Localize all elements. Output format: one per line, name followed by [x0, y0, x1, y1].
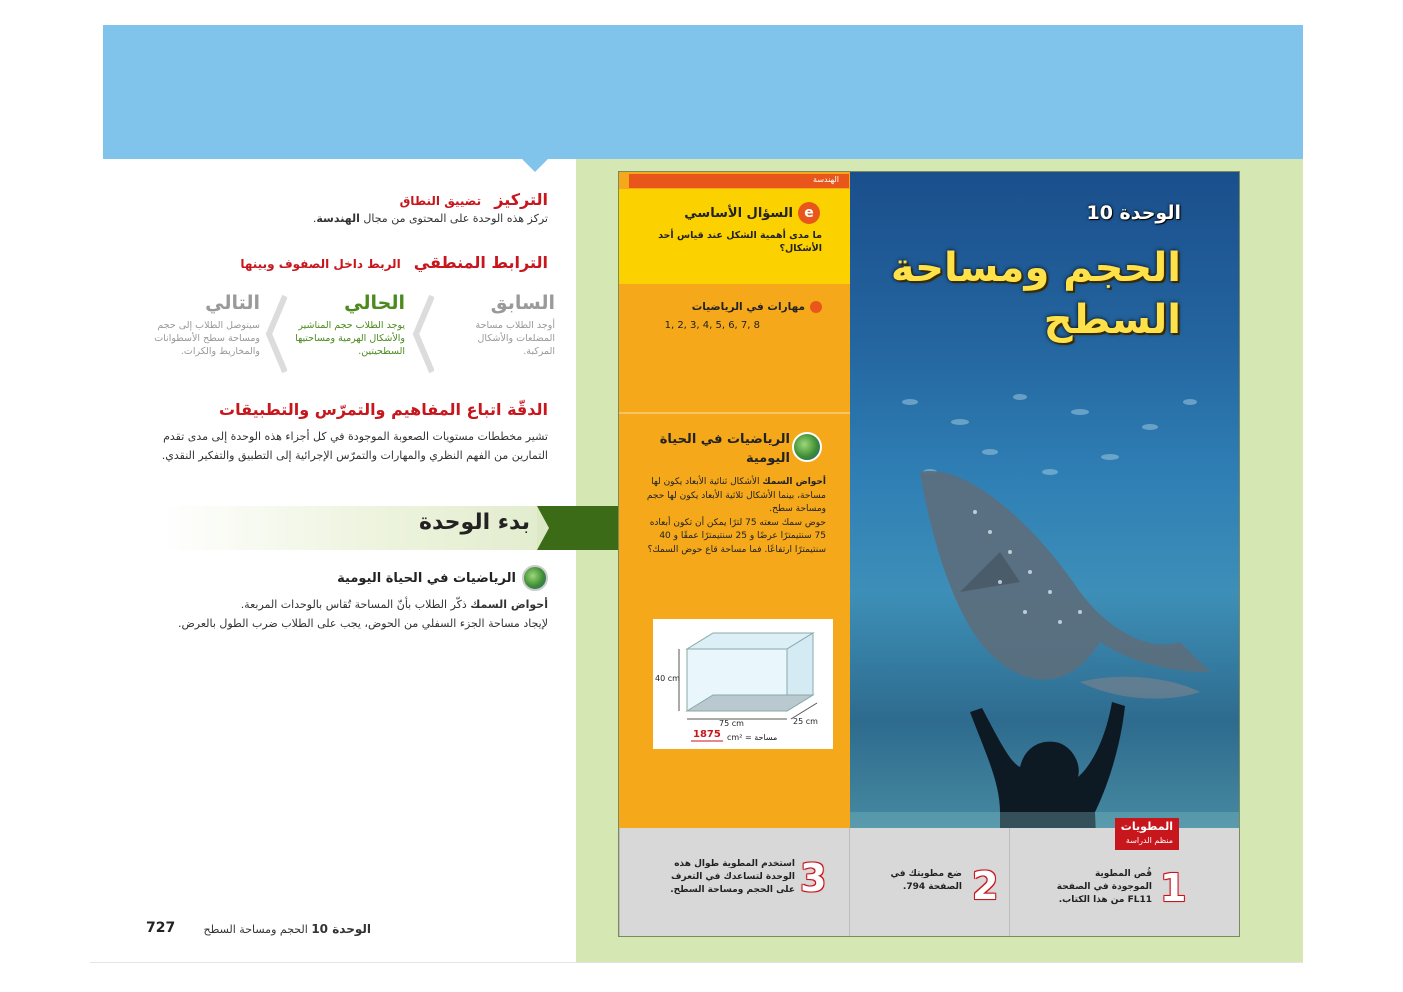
focus-subheading: تضييق النطاق	[399, 194, 482, 208]
fish-tank-diagram	[653, 619, 833, 749]
tank-answer: 1875	[693, 729, 721, 740]
student-page	[619, 172, 1239, 936]
student-real-world-title: الرياضيات في الحياة اليومية	[659, 432, 790, 466]
domain-tag-text: الهندسة	[813, 175, 839, 184]
globe-icon	[792, 432, 822, 462]
real-world-title-row	[138, 565, 548, 591]
next-text: سيتوصل الطلاب إلى حجم ومساحة سطح الأسطوانات والمخاريط والكرات.	[154, 320, 260, 357]
next-title: التالي	[205, 292, 260, 314]
orange-side-strip	[619, 172, 850, 828]
rigor-heading: الدقّة اتباع المفاهيم والتمرّس والتطبيقات	[218, 400, 548, 419]
step-1-text: قُص المطوية الموجودة في الصفحة FL11 من هذا الكتاب.	[1056, 869, 1152, 905]
coherence-subheading: الربط داخل الصفوف وبينها	[240, 257, 401, 271]
domain-tag	[629, 174, 849, 188]
strip-divider	[619, 412, 850, 414]
rigor-text: تشير مخططات مستويات الصعوبة الموجودة في كل أجزاء هذه الوحدة إلى مدى تقدم التمارين من الفهم النظري والمهارات والتمرّس الإجرائية إلى التطبيق والتفكير النقدي.	[161, 430, 548, 462]
student-rw-text2: حوض سمك سعته 75 لترًا يمكن أن تكون أبعاده 75 سنتيمترًا عرضًا و 25 سنتيمترًا عمقًا و 40 سنتيمترًا ارتفاعًا. فما مساحة قاع حوض السمك؟	[647, 517, 826, 555]
real-world-lead: أحواض السمك	[470, 598, 548, 611]
unit-label: الوحدة 10	[1086, 202, 1181, 224]
focus-heading: التركيز	[494, 190, 548, 209]
essential-question-title-row	[684, 202, 820, 224]
focus-text-post: .	[312, 212, 317, 225]
essential-question-icon: e	[798, 202, 820, 224]
foldables-badge-title: المطويات	[1120, 820, 1173, 833]
page-footer	[203, 922, 371, 936]
footer-unit: الوحدة 10	[311, 922, 371, 936]
tank-width-label: 25 cm	[793, 717, 818, 726]
math-practices-numbers: 1, 2, 3, 4, 5, 6, 7, 8	[664, 320, 760, 331]
top-blue-band	[103, 25, 1303, 159]
launch-tab	[537, 506, 620, 550]
step-3-text: استخدم المطوية طوال هذه الوحدة لتساعدك في التعرف على الحجم ومساحة السطح.	[670, 859, 795, 895]
focus-heading-row	[138, 190, 548, 209]
focus-text-bold: الهندسة	[316, 212, 360, 225]
progression-current	[295, 292, 405, 358]
step-2-number: 2	[972, 864, 999, 908]
footer-title: الحجم ومساحة السطح	[203, 923, 308, 936]
previous-text: أوجد الطلاب مساحة المضلعات والأشكال المركبة.	[475, 320, 555, 357]
real-world-text1: ذكّر الطلاب بأنّ المساحة تُقاس بالوحدات المربعة.	[240, 598, 471, 611]
student-rw-text1: الأشكال ثنائية الأبعاد يكون لها مساحة، بينما الأشكال ثلاثية الأبعاد يكون لها حجم ومساحة سطح.	[646, 477, 826, 514]
learning-progression	[150, 292, 555, 382]
foldables-strip	[619, 820, 1239, 936]
coherence-heading: الترابط المنطقي	[413, 253, 548, 272]
globe-icon	[522, 565, 548, 591]
unit-title: الحجم ومساحة السطح	[890, 245, 1181, 343]
essential-question-title: السؤال الأساسي	[684, 205, 793, 221]
real-world-text2: لإيجاد مساحة الجزء السفلي من الحوض، يجب على الطلاب ضرب الطول بالعرض.	[177, 617, 548, 630]
step-2-text: ضع مطويتك في الصفحة 794.	[890, 869, 962, 892]
step-1-number: 1	[1160, 866, 1187, 910]
foldable-step-3	[619, 828, 850, 936]
real-world-section	[138, 565, 548, 633]
tank-height-label: 40 cm	[655, 674, 680, 683]
chevron-left-icon	[412, 294, 434, 374]
practices-icon	[810, 301, 822, 313]
student-real-world-text	[636, 476, 826, 557]
student-rw-lead: أحواض السمك	[762, 477, 826, 487]
step-3-number: 3	[800, 856, 827, 900]
launch-title: بدء الوحدة	[418, 510, 530, 535]
progression-next	[150, 292, 260, 358]
real-world-text	[138, 595, 548, 633]
real-world-title: الرياضيات في الحياة اليومية	[337, 570, 516, 586]
foldables-badge-sub: منظم الدراسة	[1125, 836, 1173, 845]
focus-section	[138, 190, 548, 228]
essential-question-text: ما مدى أهمية الشكل عند قياس أحد الأشكال؟	[658, 230, 822, 254]
foldable-step-1	[1009, 828, 1239, 936]
coherence-section	[138, 253, 548, 272]
tank-answer-unit: cm² = مساحة	[727, 733, 778, 742]
current-text: يوجد الطلاب حجم المناشير والأشكال الهرمية ومساحتيها السطحيتين.	[295, 320, 405, 357]
tank-drawing	[653, 619, 833, 749]
math-practices-title: مهارات في الرياضيات	[691, 301, 805, 313]
page-number: 727	[146, 920, 176, 936]
focus-text-pre: تركز هذه الوحدة على المحتوى من مجال	[359, 212, 548, 225]
focus-text	[138, 209, 548, 228]
bottom-rule	[90, 962, 1303, 963]
launch-tab-notch	[537, 506, 549, 550]
chevron-left-icon	[265, 294, 287, 374]
band-notch	[522, 159, 548, 172]
tank-length-label: 75 cm	[719, 719, 744, 728]
math-practices-title-row	[692, 301, 822, 313]
progression-previous	[445, 292, 555, 358]
previous-title: السابق	[490, 292, 555, 314]
rigor-section	[138, 400, 548, 465]
foldable-step-2	[849, 828, 1010, 936]
current-title: الحالي	[344, 292, 405, 314]
